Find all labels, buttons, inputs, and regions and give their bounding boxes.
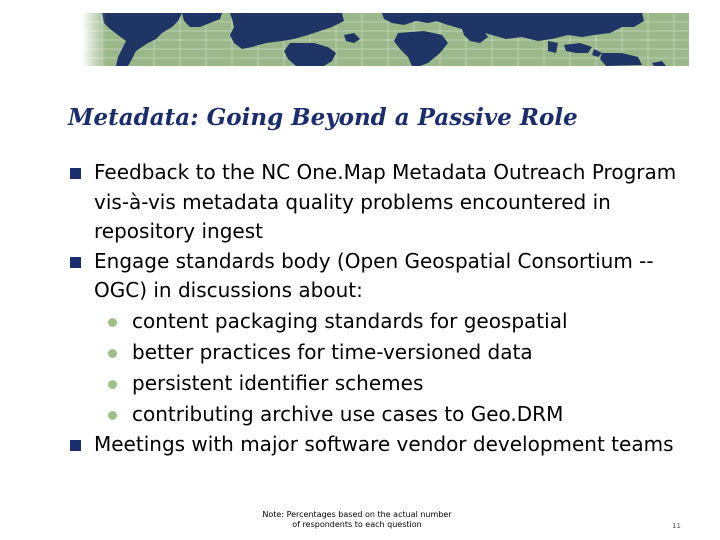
bullet-text: Meetings with major software vendor development teams: [94, 431, 674, 456]
bullet-list: [70, 158, 710, 459]
round-bullet-icon: [108, 380, 117, 389]
bullet-item: [70, 247, 710, 306]
bullet-text: Feedback to the NC One.Map Metadata Outreach Program vis-à-vis metadata quality problems encountered in repository ingest: [94, 160, 677, 243]
sub-bullet-item: [70, 306, 710, 337]
bullet-text: Engage standards body (Open Geospatial Consortium -- OGC) in discussions about:: [94, 248, 654, 302]
square-bullet-icon: [70, 168, 81, 179]
sub-bullet-item: [70, 337, 710, 368]
sub-bullet-text: better practices for time-versioned data: [132, 339, 533, 364]
slide-title: Metadata: Going Beyond a Passive Role: [68, 104, 578, 131]
square-bullet-icon: [70, 257, 81, 268]
sub-bullet-text: persistent identifier schemes: [132, 370, 424, 395]
round-bullet-icon: [108, 318, 117, 327]
bullet-item: [70, 430, 710, 460]
round-bullet-icon: [108, 411, 117, 420]
sub-bullet-item: [70, 368, 710, 399]
sub-bullet-text: contributing archive use cases to Geo.DRM: [132, 401, 564, 426]
bullet-item: [70, 158, 710, 247]
page-number: 11: [672, 522, 681, 530]
sub-bullet-item: [70, 399, 710, 430]
square-bullet-icon: [70, 440, 81, 451]
sub-bullet-text: content packaging standards for geospatial: [132, 308, 568, 333]
footnote: Note: Percentages based on the actual number of respondents to each question: [262, 510, 452, 529]
round-bullet-icon: [108, 349, 117, 358]
world-map-banner: [82, 13, 689, 66]
